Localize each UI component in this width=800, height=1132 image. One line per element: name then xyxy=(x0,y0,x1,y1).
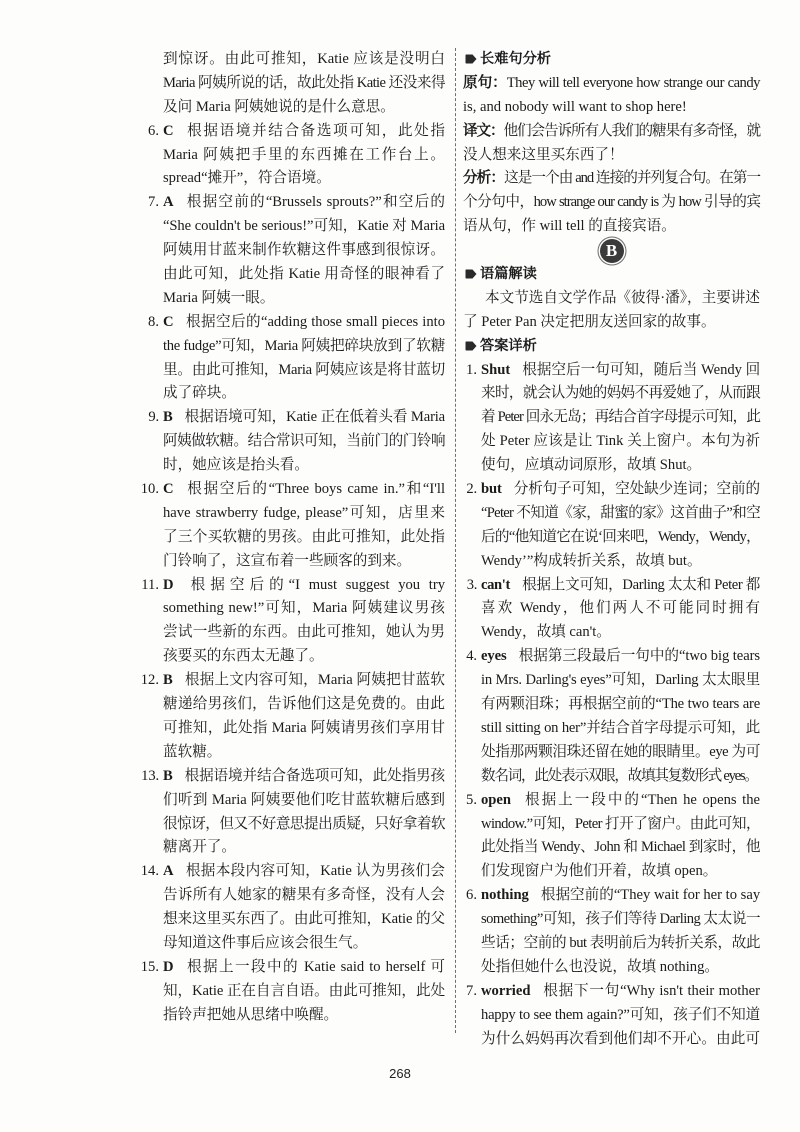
right-column xyxy=(463,48,760,1051)
answer-item-8 xyxy=(148,311,445,407)
item-number: 11. xyxy=(141,576,159,593)
item-first-line xyxy=(141,765,445,789)
item-text: 根据第三段最后一句中的“two big tears xyxy=(518,648,760,665)
section-heading xyxy=(463,48,760,72)
text-line: “She couldn't be serious!”可知，Katie 对 Maria xyxy=(163,218,445,235)
text-line: Wendy，故填 can't。 xyxy=(481,624,611,641)
item-answer: A xyxy=(163,863,174,880)
line-text: They will tell everyone how strange our candy xyxy=(506,74,760,91)
item-text: 根据上一段中的 Katie said to herself 可 xyxy=(185,958,445,975)
item-answer: D xyxy=(163,576,174,593)
section-heading xyxy=(463,335,760,359)
item-number: 1. xyxy=(466,361,477,378)
translation-line xyxy=(463,120,760,144)
text-overview-section xyxy=(463,263,760,335)
item-first-line xyxy=(140,956,445,980)
text-line: 门铃响了，这宣布着一些顾客的到来。 xyxy=(163,552,412,569)
item-first-line xyxy=(466,789,760,813)
text-line: Maria 阿姨所说的话，故此处指 Katie 还没来得 xyxy=(163,74,445,91)
item-first-line xyxy=(148,406,445,430)
text-line: 处指但她什么也没说，故填 nothing。 xyxy=(481,958,719,975)
text-line: 后的“他知道它在说‘回来吧，Wendy，Wendy， xyxy=(481,528,760,545)
item-number: 3. xyxy=(466,576,477,593)
answer-detail-item-1 xyxy=(466,359,761,478)
section-badge-row xyxy=(463,239,760,263)
item-answer: A xyxy=(163,194,174,211)
item-text: 根据空后的“Three boys came in.”和“I'll xyxy=(185,481,445,498)
text-line: 母知道这件事后应该会很生气。 xyxy=(163,934,368,951)
item-text: 根据空后的“I must suggest you try xyxy=(185,576,445,593)
item-answer: but xyxy=(481,481,502,498)
item-text: 根据上文可知，Darling 太太和 Peter 都 xyxy=(521,576,760,593)
item-number: 5. xyxy=(466,791,477,808)
section-heading xyxy=(463,263,760,287)
text-line: 到惊讶。由此可推知，Katie 应该是没明白 xyxy=(163,51,445,67)
text-line: 指铃声把她从思绪中唤醒。 xyxy=(163,1006,339,1023)
item-number: 9. xyxy=(148,409,159,426)
text-line: spread“摊开”，符合语境。 xyxy=(163,170,331,187)
item-number: 12. xyxy=(140,672,159,689)
answer-item-12 xyxy=(140,669,445,765)
text-line: 为什么妈妈再次看到他们却不开心。由此可 xyxy=(481,1030,760,1047)
item-answer: B xyxy=(163,409,173,426)
text-line: 成了碎块。 xyxy=(163,385,236,402)
item-first-line xyxy=(466,645,760,669)
item-first-line xyxy=(141,574,445,598)
answer-detail-item-5 xyxy=(466,789,760,885)
item-answer: open xyxy=(481,791,512,808)
text-line: 些话；空前的 but 表明前后为转折关系，故此 xyxy=(481,934,760,951)
answer-item-13 xyxy=(141,765,445,861)
text-line: 由此可知，此处指 Katie 用奇怪的眼神看了 xyxy=(163,266,445,283)
text-line: is, and nobody will want to shop here! xyxy=(463,98,687,115)
answer-detail-item-7 xyxy=(466,980,760,1052)
text-line: 可推知，此处指 Maria 阿姨请男孩们享用甘 xyxy=(163,719,445,736)
item-first-line xyxy=(466,478,760,502)
item-text: 根据下一句“Why isn't their mother xyxy=(542,982,760,999)
text-line: 个分句中，how strange our candy is 为 how 引导的宾 xyxy=(463,194,760,211)
heading-text: 答案详析 xyxy=(480,337,537,354)
original-label: 原句： xyxy=(463,74,507,91)
item-first-line xyxy=(148,191,445,215)
item-first-line xyxy=(148,311,445,335)
item-number: 15. xyxy=(140,958,159,975)
item-number: 6. xyxy=(466,887,477,904)
text-line: 来时，就会认为她的妈妈不再爱她了，从而跟 xyxy=(481,385,760,402)
item-text: 根据语境并结合备选项可知，此处指 xyxy=(185,122,445,139)
item-text: 根据空前的“Brussels sprouts?”和空后的 xyxy=(185,194,445,211)
answer-item-15 xyxy=(140,956,445,1028)
answer-detail-item-2 xyxy=(466,478,760,574)
text-line: 着 Peter 回永无岛；再结合首字母提示可知，此 xyxy=(481,409,760,426)
text-line: 了 Peter Pan 决定把朋友送回家的故事。 xyxy=(463,313,716,330)
item-text: 根据上文内容可知，Maria 阿姨把甘蓝软 xyxy=(184,672,445,689)
item-answer: C xyxy=(163,313,174,330)
text-line: the fudge”可知，Maria 阿姨把碎块放到了软糖 xyxy=(163,337,445,354)
arrow-marker-icon xyxy=(465,54,477,64)
text-line: 知，Katie 正在自言自语。由此可推知，此处 xyxy=(163,982,445,999)
text-line: 此处指当 Wendy、John 和 Michael 到家时，他 xyxy=(481,839,760,856)
text-line: 们听到 Maria 阿姨要他们吃甘蓝软糖后感到 xyxy=(163,791,445,808)
text-line: 阿姨用甘蓝来制作软糖这件事感到很惊讶。 xyxy=(163,242,445,259)
arrow-marker-icon xyxy=(465,341,477,351)
answer-item-11 xyxy=(141,574,445,670)
text-line: Wendy’”构成转折关系，故填 but。 xyxy=(481,552,702,569)
text-line: still sitting on her”并结合首字母提示可知，此 xyxy=(481,719,760,736)
line-text: 这是一个由 and 连接的并列复合句。在第一 xyxy=(504,170,760,187)
line-text: 他们会告诉所有人我们的糖果有多奇怪，就 xyxy=(503,122,760,139)
text-line: 很惊讶，但又不好意思提出质疑，只好拿着软 xyxy=(163,815,445,832)
text-line: something”可知，孩子们等待 Darling 太太说一 xyxy=(481,911,760,928)
item-number: 4. xyxy=(466,648,477,665)
item-number: 13. xyxy=(141,767,159,784)
text-line: 处指那两颗泪珠还留在她的眼睛里。eye 为可 xyxy=(481,743,760,760)
item-number: 14. xyxy=(140,863,159,880)
heading-text: 长难句分析 xyxy=(480,51,551,67)
text-line: Maria 阿姨一眼。 xyxy=(163,289,275,306)
original-sentence-line xyxy=(463,72,760,96)
text-line: 没人想来这里买东西了！ xyxy=(463,146,624,163)
text-line: 喜欢 Wendy，他们两人不可能同时拥有 xyxy=(481,600,760,617)
item-number: 8. xyxy=(148,313,159,330)
text-line: 有两颗泪珠；再根据空前的“The two tears are xyxy=(481,696,760,713)
item-answer: B xyxy=(163,672,173,689)
analysis-label: 分析： xyxy=(463,170,505,187)
item-text: 分析句子可知，空处缺少连词；空前的 xyxy=(513,481,760,498)
text-line: have strawberry fudge, please”可知，店里来 xyxy=(163,504,445,521)
item-answer: Shut xyxy=(481,361,511,378)
item-answer: C xyxy=(163,481,174,498)
text-line: 糖离开了。 xyxy=(163,839,236,856)
answer-detail-item-6 xyxy=(466,884,761,980)
analysis-line xyxy=(463,167,760,191)
answer-item-9 xyxy=(148,406,445,478)
text-line: 语从句，作 will tell 的直接宾语。 xyxy=(463,218,676,235)
item-first-line xyxy=(466,574,760,598)
text-line: 糖递给男孩们，告诉他们这是免费的。由此 xyxy=(163,696,445,713)
item-text: 根据语境并结合备选项可知，此处指男孩 xyxy=(184,767,445,784)
item-answer: eyes xyxy=(481,648,507,665)
item-answer: nothing xyxy=(481,887,529,904)
item-first-line xyxy=(466,884,761,908)
answer-item-7 xyxy=(148,191,445,310)
answer-item-10 xyxy=(140,478,445,574)
text-line: 想来这里买东西了。由此可推知，Katie 的父 xyxy=(163,911,445,928)
answer-detail-item-4 xyxy=(466,645,760,788)
text-line: 孩要买的东西太无趣了。 xyxy=(163,648,324,665)
item-first-line xyxy=(466,980,760,1004)
item-number: 10. xyxy=(140,481,159,498)
sentence-analysis-section xyxy=(463,48,760,239)
answer-item-14 xyxy=(140,860,445,956)
item-text: 根据上一段中的“Then he opens the xyxy=(523,791,760,808)
answer-detail-list xyxy=(466,359,761,1052)
item-first-line xyxy=(140,478,445,502)
item-text: 根据语境可知，Katie 正在低着头看 Maria xyxy=(184,409,445,426)
item-first-line xyxy=(140,669,445,693)
text-line: 处 Peter 应该是让 Tink 关上窗户。本句为祈 xyxy=(481,433,760,450)
answer-detail-item-3 xyxy=(466,574,760,646)
item-number: 6. xyxy=(148,122,159,139)
arrow-marker-icon xyxy=(465,269,477,279)
item-text: 根据空后一句可知，随后当 Wendy 回 xyxy=(522,361,761,378)
item-answer: C xyxy=(163,122,174,139)
text-line: 使句，应填动词原形，故填 Shut。 xyxy=(481,457,702,474)
item-number: 7. xyxy=(148,194,159,211)
text-line: “Peter 不知道《家，甜蜜的家》这首曲子”和空 xyxy=(481,504,760,521)
answer-item-6 xyxy=(148,120,445,192)
heading-text: 语篇解读 xyxy=(480,266,537,283)
item-first-line xyxy=(148,120,445,144)
text-line: happy to see them again?”可知，孩子们不知道 xyxy=(481,1006,760,1023)
text-line: 尝试一些新的东西。由此可推知，她认为男 xyxy=(163,624,445,641)
item-text: 根据空后的“adding those small pieces into xyxy=(185,313,445,330)
item-number: 7. xyxy=(466,982,477,999)
carryover-paragraph xyxy=(163,48,445,120)
left-column xyxy=(140,48,445,1028)
text-line: 本文节选自文学作品《彼得·潘》，主要讲述 xyxy=(485,289,760,306)
text-line: 数名词，此处表示双眼，故填其复数形式 eyes。 xyxy=(481,767,758,784)
page-number: 268 xyxy=(389,1066,411,1081)
item-answer: D xyxy=(163,958,174,975)
text-line: 阿姨做软糖。结合常识可知，当前门的门铃响 xyxy=(163,433,445,450)
item-first-line xyxy=(466,359,761,383)
text-line: 及问 Maria 阿姨她说的是什么意思。 xyxy=(163,98,395,115)
text-line: Maria 阿姨把手里的东西摊在工作台上。 xyxy=(163,146,445,163)
translation-label: 译文： xyxy=(463,122,504,139)
text-line: 了三个买软糖的男孩。由此可推知，此处指 xyxy=(163,528,445,545)
item-first-line xyxy=(140,860,445,884)
text-line: 们发现窗户为他们开着，故填 open。 xyxy=(481,863,718,880)
item-answer: worried xyxy=(481,982,531,999)
text-line: 里。由此可推知，Maria 阿姨应该是将甘蓝切 xyxy=(163,361,445,378)
text-line: window.”可知，Peter 打开了窗户。由此可知， xyxy=(481,815,760,832)
text-line: in Mrs. Darling's eyes”可知，Darling 太太眼里 xyxy=(481,672,760,689)
item-text: 根据空前的“They wait for her to say xyxy=(540,887,761,904)
item-number: 2. xyxy=(466,481,477,498)
text-line: 告诉所有人她家的糖果有多奇怪，没有人会 xyxy=(163,887,445,904)
item-answer: can't xyxy=(481,576,510,593)
item-text: 根据本段内容可知，Katie 认为男孩们会 xyxy=(185,863,445,880)
item-answer: B xyxy=(163,767,173,784)
text-line: something new!”可知，Maria 阿姨建议男孩 xyxy=(163,600,445,617)
text-line: 时，她应该是抬头看。 xyxy=(163,457,309,474)
answer-details-section xyxy=(463,335,760,1052)
section-badge: B xyxy=(600,239,624,263)
column-divider xyxy=(455,48,456,1033)
text-line: 蓝软糖。 xyxy=(163,743,222,760)
